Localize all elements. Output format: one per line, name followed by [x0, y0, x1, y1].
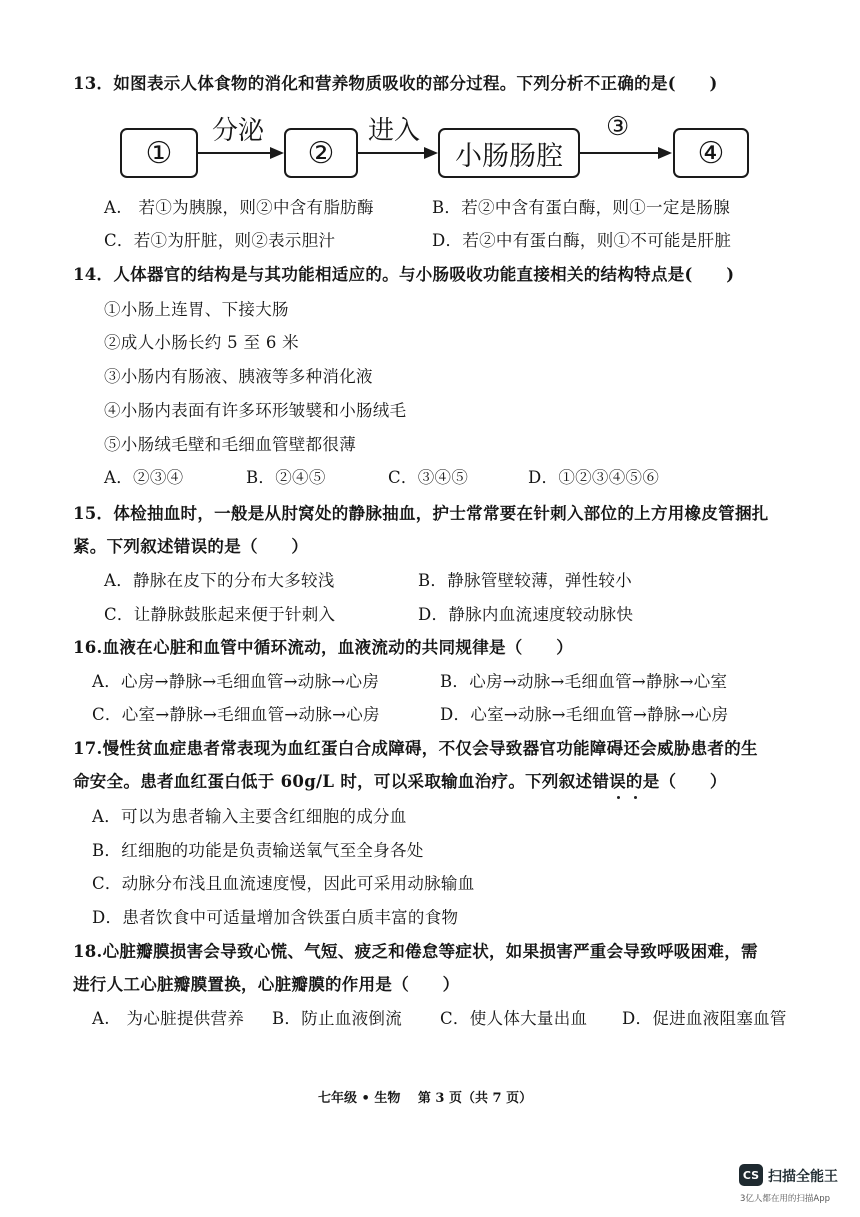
q13-option-c: C．若①为肝脏，则②表示胆汁: [104, 231, 336, 250]
q14-statement-3: ③小肠内有肠液、胰液等多种消化液: [104, 367, 373, 386]
q14-option-d: D．①②③④⑤⑥: [528, 468, 660, 487]
page-footer: 七年级 • 生物 第 3 页（共 7 页）: [318, 1091, 533, 1106]
q16-option-d: D．心室→动脉→毛细血管→静脉→心房: [440, 705, 729, 724]
q13-option-d: D．若②中有蛋白酶，则①不可能是肝脏: [432, 231, 732, 250]
q15-option-c: C．让静脉鼓胀起来便于针刺入: [104, 605, 336, 624]
scanner-tagline: 3亿人都在用的扫描App: [740, 1194, 831, 1204]
q17-option-a: A．可以为患者输入主要含红细胞的成分血: [92, 807, 407, 826]
q15-option-d: D．静脉内血流速度较动脉快: [418, 605, 634, 624]
diagram-arrow-3-label: ③: [606, 112, 630, 142]
q16-stem: 16.血液在心脏和血管中循环流动，血液流动的共同规律是（ ）: [73, 638, 574, 657]
q14-option-b: B．②④⑤: [246, 468, 326, 487]
q16-option-c: C．心室→静脉→毛细血管→动脉→心房: [92, 705, 380, 724]
q18-option-b: B．防止血液倒流: [272, 1009, 403, 1028]
q14-option-a: A．②③④: [104, 468, 184, 487]
q17-stem-line-2: 命安全。患者血红蛋白低于 60g/L 时，可以采取输血治疗。下列叙述错误的是（ ）: [73, 772, 727, 791]
arrow-head-icon: [270, 147, 284, 159]
emphasis-dot: [617, 796, 620, 799]
diagram-box-4: ④: [673, 128, 749, 178]
arrow-head-icon: [424, 147, 438, 159]
q16-option-a: A．心房→静脉→毛细血管→动脉→心房: [92, 672, 380, 691]
q17-option-c: C．动脉分布浅且血流速度慢，因此可采用动脉输血: [92, 874, 475, 893]
q16-option-b: B．心房→动脉→毛细血管→静脉→心室: [440, 672, 728, 691]
emphasis-dot: [634, 796, 637, 799]
q18-stem-line-2: 进行人工心脏瓣膜置换，心脏瓣膜的作用是（ ）: [73, 975, 460, 994]
diagram-arrow-3: [580, 152, 658, 154]
scanner-app-name: 扫描全能王: [768, 1169, 838, 1185]
q18-option-c: C．使人体大量出血: [440, 1009, 588, 1028]
q14-statement-5: ⑤小肠绒毛壁和毛细血管壁都很薄: [104, 435, 356, 454]
q18-option-d: D．促进血液阻塞血管: [622, 1009, 787, 1028]
diagram-arrow-2: [358, 152, 424, 154]
q15-option-b: B．静脉管壁较薄，弹性较小: [418, 571, 633, 590]
diagram-box-3: 小肠肠腔: [438, 128, 580, 178]
q17-stem-line-1: 17.慢性贫血症患者常表现为血红蛋白合成障碍，不仅会导致器官功能障碍还会威胁患者的生: [73, 739, 758, 758]
q14-statement-4: ④小肠内表面有许多环形皱襞和小肠绒毛: [104, 401, 407, 420]
q13-stem: 13．如图表示人体食物的消化和营养物质吸收的部分过程。下列分析不正确的是( ): [73, 74, 718, 93]
arrow-head-icon: [658, 147, 672, 159]
q17-option-b: B．红细胞的功能是负责输送氧气至全身各处: [92, 841, 424, 860]
camscanner-logo-icon: CS: [739, 1164, 763, 1186]
q15-option-a: A．静脉在皮下的分布大多较浅: [104, 571, 335, 590]
q15-stem-line-1: 15．体检抽血时，一般是从肘窝处的静脉抽血，护士常常要在针刺入部位的上方用橡皮管捆扎: [73, 504, 769, 523]
q14-statement-1: ①小肠上连胃、下接大肠: [104, 300, 289, 319]
diagram-arrow-1: [198, 152, 270, 154]
diagram-box-2: ②: [284, 128, 358, 178]
q14-stem: 14．人体器官的结构是与其功能相适应的。与小肠吸收功能直接相关的结构特点是( ): [73, 265, 735, 284]
q14-option-c: C．③④⑤: [388, 468, 469, 487]
q13-option-a: A. 若①为胰腺，则②中含有脂肪酶: [104, 198, 374, 217]
q14-statement-2: ②成人小肠长约 5 至 6 米: [104, 333, 299, 352]
q15-stem-line-2: 紧。下列叙述错误的是（ ）: [73, 537, 309, 556]
q13-option-b: B．若②中含有蛋白酶，则①一定是肠腺: [432, 198, 731, 217]
q18-option-a: A. 为心脏提供营养: [92, 1009, 245, 1028]
q18-stem-line-1: 18.心脏瓣膜损害会导致心慌、气短、疲乏和倦怠等症状，如果损害严重会导致呼吸困难，需: [73, 942, 758, 961]
q17-option-d: D．患者饮食中可适量增加含铁蛋白质丰富的食物: [92, 908, 459, 927]
diagram-arrow-1-label: 分泌: [212, 116, 265, 146]
diagram-arrow-2-label: 进入: [368, 116, 421, 146]
diagram-box-1: ①: [120, 128, 198, 178]
